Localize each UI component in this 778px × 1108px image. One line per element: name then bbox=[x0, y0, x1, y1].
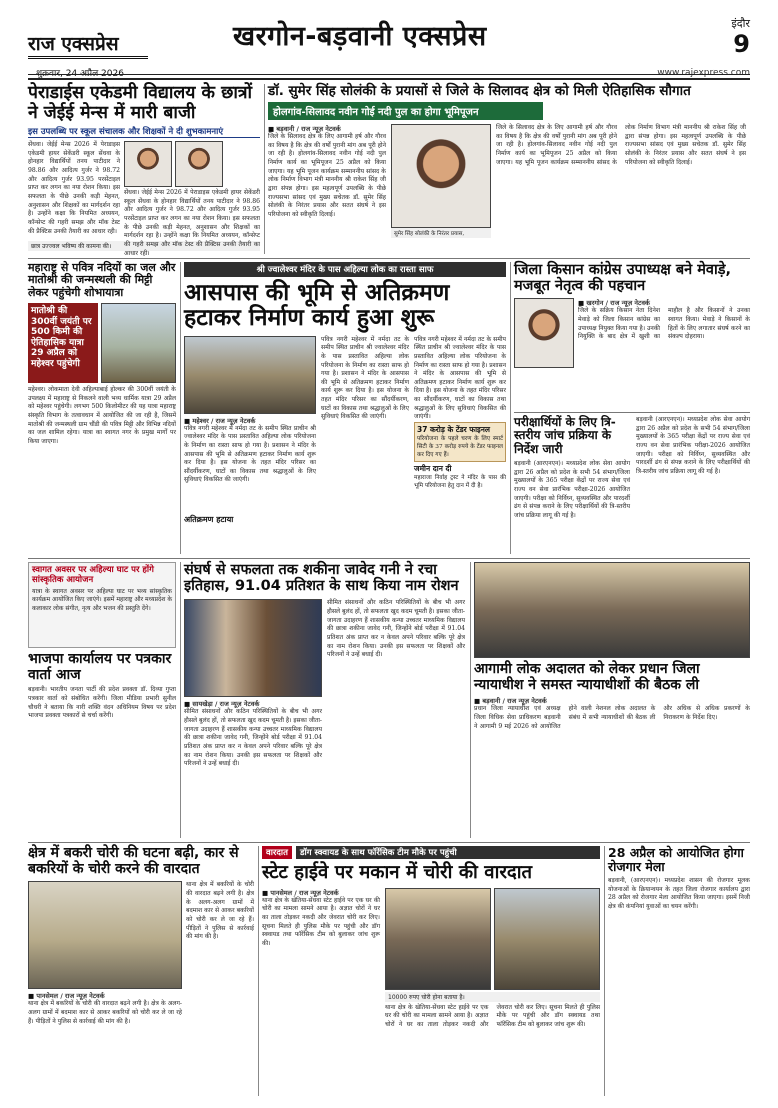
divider bbox=[180, 262, 181, 554]
excavator-photo bbox=[184, 336, 316, 414]
page-number: 9 bbox=[733, 30, 750, 58]
land-box-title: जमीन दान दी bbox=[414, 464, 452, 474]
credit: ■ महेश्वर / राज न्यूज़ नेटवर्क bbox=[184, 416, 316, 425]
body: प्रधान जिला न्यायाधीश एवं अध्यक्ष जिला विधिक सेवा प्राधिकरण बड़वानी ने आगामी 9 मई 2026 को आयोजित होने वाली नेशनल लोक अदालत के संबंध में सभी न्यायाधीशों की बैठक ली और अधिक से अधिक प्रकरणों के निराकरण के निर्देश दिए। bbox=[474, 705, 750, 730]
top-rule bbox=[28, 74, 750, 80]
headline: स्टेट हाईवे पर मकान में चोरी की वारदात bbox=[262, 862, 533, 883]
portrait-photo bbox=[514, 298, 574, 368]
body-continued: सेंधवा। जेईई मेन्स 2026 में पेराडाइस एकेडमी हायर सेकेंडरी स्कूल सेंधवा के होनहार विद्यार्थियों तनय पाटीदार ने 98.86 और आदित्य गुर्जर ने 98.72 और आदित्य गुर्जर 93.95 परसेंटाइल प्राप्त कर लगन का नया रोशन किया। इस सफलता के पीछे उनकी कड़ी मेहनत, अनुशासन और शिक्षकों का मार्गदर्शन रहा है। उन्होंने कक्षा कि नियमित अध्ययन, कॉन्सेप्ट की गहरी समझ और मॉक टेस्ट की प्रैक्टिस उनकी तैयारी का आधार रही। bbox=[124, 189, 260, 257]
article-shakina bbox=[184, 562, 466, 838]
divider bbox=[28, 258, 750, 259]
tender-box-title: 37 करोड़ के टेंडर फाइनल bbox=[417, 424, 490, 434]
article-congress bbox=[514, 262, 750, 410]
article-paradise bbox=[28, 83, 260, 257]
paper-name-underline bbox=[28, 56, 148, 59]
city: इंदौर bbox=[731, 17, 750, 30]
headline: महाराष्ट्र से पवित्र नदियों का जल और मातोश्री की जन्मस्थली की मिट्टी लेकर पहुंचेगी शोभायात्रा bbox=[28, 261, 176, 299]
article-maharashtra bbox=[28, 262, 176, 554]
body-col-2: थाना क्षेत्र के खेतिया-सेंधवा स्टेट हाईवे पर एक घर की चोरी का मामला सामने आया है। अज्ञात चोरों ने घर का ताला तोड़कर नकदी और जेवरात चोरी कर लिए। सूचना मिलते ही पुलिस मौके पर पहुंची और डॉग स्क्वायड तथा फॉरेंसिक टीम को बुलाकर जांच शुरू की। bbox=[385, 1003, 600, 1028]
body-col-2: थाना क्षेत्र में बकरियों के चोरी की वारदात बढ़ने लगी है। क्षेत्र के अलग-अलग ग्रामों में बदमाश कार से आकर बकरियों को चोरी कर ले जा रहे हैं। पीड़ितों ने पुलिस से कार्रवाई की मांग की है। bbox=[186, 881, 254, 941]
headline: क्षेत्र में बकरी चोरी की घटना बढ़ी, कार से बकरियों के चोरी करने की वारदात bbox=[28, 845, 239, 877]
article-swagat bbox=[28, 562, 176, 648]
strap: डॉग स्क्वायड के साथ फॉरेंसिक टीम मौके पर पहुंची bbox=[296, 846, 600, 859]
headline: जिला किसान कांग्रेस उपाध्यक्ष बने मेवाड़े, मजबूत नेतृत्व की पहचान bbox=[514, 262, 731, 295]
masthead bbox=[28, 16, 750, 79]
article-theft bbox=[262, 846, 600, 1096]
headline: डॉ. सुमेर सिंह सोलंकी के प्रयासों से जिले के सिलावद क्षेत्र को मिली ऐतिहासिक सौगात bbox=[268, 83, 691, 99]
edition-title: खरगोन-बड़वानी एक्सप्रेस bbox=[233, 21, 487, 52]
body-col-1: सीमित संसाधनों और कठिन परिस्थितियों के बीच भी अगर हौसले बुलंद हों, तो सफलता खुद कदम चूमती है। इसका जीता-जागता उदाहरण हैं शासकीय कन्या उच्चतर माध्यमिक विद्यालय की छात्रा शकीना जावेद गनी, जिन्होंने बोर्ड परीक्षा में 91.04 प्रतिशत अंक प्राप्त कर न केवल अपने परिवार बल्कि पूरे क्षेत्र का नाम रोशन किया। उनकी इस सफलता पर शिक्षकों और परिजनों ने उन्हें बधाई दी। bbox=[184, 708, 322, 768]
student-photo-1 bbox=[124, 141, 172, 187]
goats-photo bbox=[28, 881, 182, 989]
website: www.rajexpress.com bbox=[657, 68, 750, 78]
article-court bbox=[474, 562, 750, 838]
divider bbox=[28, 842, 750, 843]
house-photo-2 bbox=[494, 888, 600, 990]
credit: ■ खरगोन / राज न्यूज़ नेटवर्क bbox=[578, 298, 750, 307]
house-photo-1 bbox=[385, 888, 491, 990]
tag: वारदात bbox=[262, 846, 292, 859]
credit: ■ सायखेड़ा / राज न्यूज़ नेटवर्क bbox=[184, 699, 322, 708]
strap: श्री ज्वालेश्वर मंदिर के पास अहिल्या लोक का रास्ता साफ bbox=[184, 262, 506, 277]
photo-caption: सुमेर सिंह सोलंकी के निरंतर प्रयास, bbox=[391, 228, 491, 238]
lead-text: सेंधवा। जेईई मेन्स 2026 में पेराडाइस एकेडमी हायर सेकेंडरी स्कूल सेंधवा के होनहार विद्यार्थियों तनय पाटीदार ने 98.86 और आदित्य गुर्जर ने 98.72 और आदित्य गुर्जर 93.95 परसेंटाइल प्राप्त कर लगन का नया रोशन किया। इस सफलता के पीछे उनकी कड़ी मेहनत, अनुशासन और शिक्षकों का मार्गदर्शन रहा है। उन्होंने कक्षा कि नियमित अध्ययन, कॉन्सेप्ट की गहरी समझ और मॉक टेस्ट की प्रैक्टिस उनकी तैयारी का आधार रही। bbox=[28, 141, 120, 235]
body-col-1: जिले के सिलावद क्षेत्र के लिए आगामी हर्ष और गौरव का विषय है कि क्षेत्र की वर्षों पुरानी मांग अब पूरी होने जा रही है। होलगांव-सिलावद नवीन गोई नदी पुल निर्माण कार्य का भूमिपूजन 25 अप्रैल को किया जाएगा। यह भूमि पूजन कार्यक्रम सम्माननीय सांसद के लोक निर्माण विभाग मंत्री माननीय श्री राकेश सिंह जी द्वारा संपन्न होगा। इस महत्वपूर्ण उपलब्धि के पीछे राज्यसभा सांसद एवं मुख्य सचेतक डॉ. सुमेर सिंह सोलंकी के निरंतर प्रयास और सतत संघर्ष ने इस परियोजना को स्वीकृति दिलाई। bbox=[268, 133, 386, 218]
body-col-1: थाना क्षेत्र के खेतिया-सेंधवा स्टेट हाईवे पर एक घर की चोरी का मामला सामने आया है। अज्ञात चोरों ने घर का ताला तोड़कर नकदी और जेवरात चोरी कर लिए। सूचना मिलते ही पुलिस मौके पर पहुंची और डॉग स्क्वायड तथा फॉरेंसिक टीम को बुलाकर जांच शुरू की। bbox=[262, 896, 380, 947]
credit: ■ बड़वानी / राज न्यूज़ नेटवर्क bbox=[474, 696, 750, 705]
meeting-photo bbox=[474, 562, 750, 658]
body: बड़वानी, (आरएनएन)। मध्यप्रदेश शासन की रोजगार मूलक योजनाओं के क्रियान्वयन के तहत जिला रोजगार कार्यालय द्वारा 28 अप्रैल को रोजगार मेला आयोजित किया जाएगा। इसमें निजी क्षेत्र की कंपनियां युवाओं का चयन करेंगी। bbox=[608, 877, 750, 910]
body-col-2: पवित्र नगरी महेश्वर में नर्मदा तट के समीप स्थित प्राचीन श्री ज्वालेश्वर मंदिर के पास प्रस्तावित अहिल्या लोक परियोजना के निर्माण का रास्ता साफ हो गया है। प्रशासन ने मंदिर के आसपास की भूमि से अतिक्रमण हटाकर निर्माण कार्य शुरू कर दिया है। इस योजना के तहत मंदिर परिसर का सौंदर्यीकरण, घाटों का विकास तथा श्रद्धालुओं के लिए सुविधाएं विकसित की जाएंगी। bbox=[321, 335, 409, 421]
article-bridge bbox=[268, 84, 750, 254]
body: यात्रा के स्वागत अवसर पर अहिल्या घाट पर भव्य सांस्कृतिक कार्यक्रम आयोजित किए जाएंगे। इसमें महाराष्ट्र और मध्यप्रदेश के कलाकार लोक संगीत, नृत्य और भजन की प्रस्तुति देंगे। bbox=[32, 587, 172, 612]
ceremony-photo bbox=[184, 599, 322, 697]
article-bjp bbox=[28, 652, 176, 838]
highlight-box: मातोश्री की 300वीं जयंती पर 500 किमी की ऐतिहासिक यात्रा 29 अप्रैल को महेश्वर पहुंचेगी bbox=[28, 303, 98, 383]
divider bbox=[28, 558, 750, 559]
student-photo-2 bbox=[175, 141, 223, 187]
body: महेश्वर। लोकमाता देवी अहिल्याबाई होल्कर की 300वीं जयंती के उपलक्ष्य में महाराष्ट्र से निकलने वाली भव्य धार्मिक यात्रा 29 अप्रैल को महेश्वर पहुंचेगी। लगभग 500 किलोमीटर की यह यात्रा महाराष्ट्र संस्कृति विभाग के तत्वावधान में आयोजित की जा रही है, जिसमें मातोश्री की जन्मस्थली ग्राम चौंडी की पवित्र मिट्टी और विभिन्न नदियों का जल शामिल रहेगा। यात्रा का स्वागत नगर के प्रमुख मार्गों पर किया जाएगा। bbox=[28, 385, 176, 445]
tender-box-body: परियोजना के पहले चरण के लिए स्मार्ट सिटी के 37 करोड़ रुपये के टेंडर फाइनल कर दिए गए हैं। bbox=[417, 435, 503, 459]
land-box-body: महाराजा निर्वाह ट्रस्ट ने मंदिर के पास की भूमि परियोजना हेतु दान में दी है। bbox=[414, 475, 506, 490]
divider bbox=[264, 84, 265, 254]
headline: आसपास की भूमि से अतिक्रमण हटाकर निर्माण कार्य हुआ शुरू bbox=[184, 280, 450, 332]
body: जिले के सक्रिय किसान नेता दिनेश मेवाड़े को जिला किसान कांग्रेस का उपाध्यक्ष नियुक्त किया गया है। उनकी नियुक्ति के बाद क्षेत्र में खुशी का माहौल है और किसानों ने उनका स्वागत किया। मेवाड़े ने किसानों के हितों के लिए लगातार संघर्ष करने का संकल्प दोहराया। bbox=[578, 307, 750, 341]
tender-box bbox=[414, 422, 506, 463]
procession-photo bbox=[101, 303, 176, 383]
divider bbox=[510, 262, 511, 554]
divider bbox=[180, 562, 181, 838]
body-col-2: सीमित संसाधनों और कठिन परिस्थितियों के बीच भी अगर हौसले बुलंद हों, तो सफलता खुद कदम चूमती है। इसका जीता-जागता उदाहरण हैं शासकीय कन्या उच्चतर माध्यमिक विद्यालय की छात्रा शकीना जावेद गनी, जिन्होंने बोर्ड परीक्षा में 91.04 प्रतिशत अंक प्राप्त कर न केवल अपने परिवार बल्कि पूरे क्षेत्र का नाम रोशन किया। उनकी इस सफलता पर शिक्षकों और परिजनों ने उन्हें बधाई दी। bbox=[327, 599, 465, 659]
credit: ■ बड़वानी / राज न्यूज़ नेटवर्क bbox=[268, 124, 386, 133]
subhead: अतिक्रमण हटाया bbox=[184, 514, 234, 524]
strap: होलगांव-सिलावद नवीन गोई नदी पुल का होगा भूमिपूजन bbox=[268, 102, 543, 120]
title: स्वागत अवसर पर अहिल्या घाट पर होंगे सांस्कृतिक आयोजन bbox=[32, 565, 154, 585]
divider bbox=[470, 562, 471, 838]
body-col-2: बड़वानी (आरएनएन)। मध्यप्रदेश लोक सेवा आयोग द्वारा 26 अप्रैल को प्रदेश के सभी 54 संभाग/जिला मुख्यालयों के 365 परीक्षा केंद्रों पर राज्य सेवा एवं राज्य वन सेवा प्रारंभिक परीक्षा-2026 आयोजित जाएगी। परीक्षा को निर्विघ्न, सुव्यवस्थित और पारदर्शी ढंग से संपन्न कराने के लिए परीक्षार्थियों की त्रि-स्तरीय जांच प्रक्रिया लागू की गई है। bbox=[636, 416, 750, 475]
headline: परीक्षार्थियों के लिए त्रि-स्तरीय जांच प्रक्रिया के निर्देश जारी bbox=[514, 415, 616, 456]
dateline: शुक्रवार, 24 अप्रैल 2026 bbox=[36, 69, 124, 79]
headline: पेराडाईस एकेडमी विद्यालय के छात्रों ने जेईई मेन्स में मारी बाजी bbox=[28, 83, 253, 123]
photo-caption: 10000 रुपए चोरी होना बताया है। bbox=[385, 992, 600, 1002]
paper-name: राज एक्सप्रेस bbox=[28, 33, 119, 55]
body-col-1: बड़वानी (आरएनएन)। मध्यप्रदेश लोक सेवा आयोग द्वारा 26 अप्रैल को प्रदेश के सभी 54 संभाग/जिला मुख्यालयों के 365 परीक्षा केंद्रों पर राज्य सेवा एवं राज्य वन सेवा प्रारंभिक परीक्षा-2026 आयोजित जाएगी। परीक्षा को निर्विघ्न, सुव्यवस्थित और पारदर्शी ढंग से संपन्न कराने के लिए परीक्षार्थियों की त्रि-स्तरीय जांच प्रक्रिया लागू की गई है। bbox=[514, 460, 630, 519]
body: बड़वानी। भारतीय जनता पार्टी की प्रदेश प्रवक्ता डॉ. दिव्या गुप्ता पत्रकार वार्ता को संबोधित करेंगी। जिला मीडिया प्रभारी सुनील चौधरी ने बताया कि नारी शक्ति वंदन अधिनियम विषय पर प्रदेश भाजपा प्रवक्ता पत्रकारों से चर्चा करेंगी। bbox=[28, 686, 176, 720]
subhead: इस उपलब्धि पर स्कूल संचालक और शिक्षकों ने दी शुभकामनाएं bbox=[28, 126, 260, 138]
body-col-2: जिले के सिलावद क्षेत्र के लिए आगामी हर्ष और गौरव का विषय है कि क्षेत्र की वर्षों पुरानी मांग अब पूरी होने जा रही है। होलगांव-सिलावद नवीन गोई नदी पुल निर्माण कार्य का भूमिपूजन 25 अप्रैल को किया जाएगा। यह भूमि पूजन कार्यक्रम सम्माननीय सांसद के लोक निर्माण विभाग मंत्री माननीय श्री राकेश सिंह जी द्वारा संपन्न होगा। इस महत्वपूर्ण उपलब्धि के पीछे राज्यसभा सांसद एवं मुख्य सचेतक डॉ. सुमेर सिंह सोलंकी के निरंतर प्रयास और सतत संघर्ष ने इस परियोजना को स्वीकृति दिलाई। bbox=[496, 124, 746, 166]
headline: भाजपा कार्यालय पर पत्रकार वार्ता आज bbox=[28, 651, 172, 683]
divider bbox=[258, 846, 259, 1096]
body-col-1: थाना क्षेत्र में बकरियों के चोरी की वारदात बढ़ने लगी है। क्षेत्र के अलग-अलग ग्रामों में बदमाश कार से आकर बकरियों को चोरी कर ले जा रहे हैं। पीड़ितों ने पुलिस से कार्रवाई की मांग की है। bbox=[28, 1000, 182, 1025]
land-box bbox=[414, 464, 506, 490]
portrait-photo bbox=[391, 124, 491, 228]
body-col-1: पवित्र नगरी महेश्वर में नर्मदा तट के समीप स्थित प्राचीन श्री ज्वालेश्वर मंदिर के पास प्रस्तावित अहिल्या लोक परियोजना के निर्माण का रास्ता साफ हो गया है। प्रशासन ने मंदिर के आसपास की भूमि से अतिक्रमण हटाकर निर्माण कार्य शुरू कर दिया है। इस योजना के तहत मंदिर परिसर का सौंदर्यीकरण, घाटों का विकास तथा श्रद्धालुओं के लिए सुविधाएं विकसित की जाएंगी। bbox=[184, 424, 316, 484]
headline: आगामी लोक अदालत को लेकर प्रधान जिला न्यायाधीश ने समस्त न्यायाधीशों की बैठक ली bbox=[474, 661, 700, 693]
article-job bbox=[608, 846, 750, 1096]
caption: छात्र उज्ज्वल भविष्य की कामना की। bbox=[28, 241, 260, 251]
divider bbox=[514, 412, 750, 413]
credit: ■ पानसेमल / राज न्यूज़ नेटवर्क bbox=[262, 888, 380, 897]
headline: संघर्ष से सफलता तक शकीना जावेद गनी ने रचा इतिहास, 91.04 प्रतिशत के साथ किया नाम रोशन bbox=[184, 562, 459, 595]
article-goats bbox=[28, 846, 254, 1096]
body-col-3: पवित्र नगरी महेश्वर में नर्मदा तट के समीप स्थित प्राचीन श्री ज्वालेश्वर मंदिर के पास प्रस्तावित अहिल्या लोक परियोजना के निर्माण का रास्ता साफ हो गया है। प्रशासन ने मंदिर के आसपास की भूमि से अतिक्रमण हटाकर निर्माण कार्य शुरू कर दिया है। इस योजना के तहत मंदिर परिसर का सौंदर्यीकरण, घाटों का विकास तथा श्रद्धालुओं के लिए सुविधाएं विकसित की जाएंगी। bbox=[414, 335, 506, 421]
credit: ■ पानसेमल / राज न्यूज़ नेटवर्क bbox=[28, 991, 182, 1000]
article-encroachment bbox=[184, 262, 506, 554]
article-exam bbox=[514, 416, 750, 554]
divider bbox=[604, 846, 605, 1096]
headline: 28 अप्रैल को आयोजित होगा रोजगार मेला bbox=[608, 845, 744, 874]
